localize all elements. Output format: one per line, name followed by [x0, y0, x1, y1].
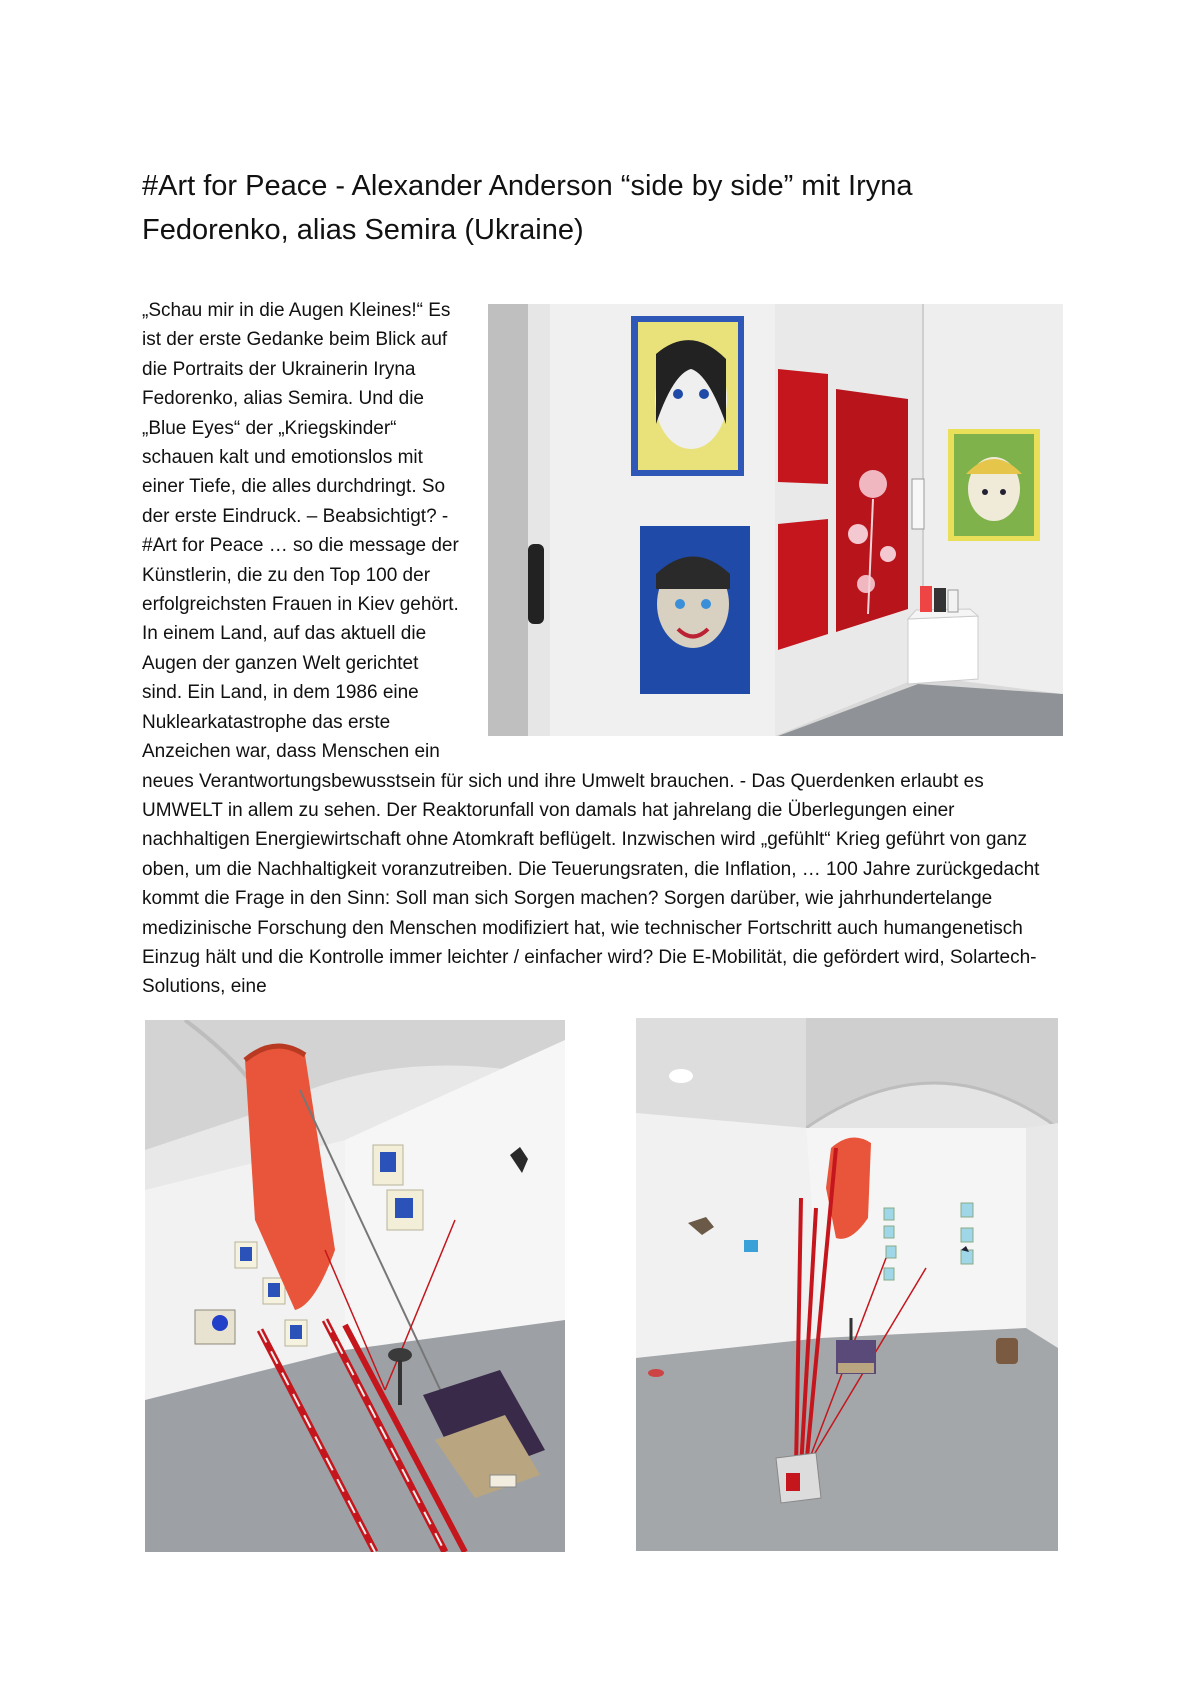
- article-body: [142, 296, 1060, 1002]
- installation-room-photo: [636, 1018, 1058, 1551]
- gallery-photo-portraits: [488, 304, 1063, 736]
- installation-closeup-photo: [145, 1020, 565, 1552]
- gallery-photo-installation-room: [636, 1018, 1058, 1551]
- article-paragraph: „Schau mir in die Augen Kleines!“ Es ist der erste Gedanke beim Blick auf die Portraits der Ukrainerin Iryna Fedorenko, alias Semira. Und die „Blue Eyes“ der „Kriegskinder“ schauen kalt und emotionslos mit einer Tiefe, die alles durchdringt. So der erste Eindruck. – Beabsichtigt? - #Art for Peace … so die message der Künstlerin, die zu den Top 100 der erfolgreichsten Frauen in Kiev gehört. In einem Land, auf das aktuell die Augen der ganzen Welt gerichtet sind. Ein Land, in dem 1986 eine Nuklearkatastrophe das erste Anzeichen war, dass Menschen ein neues Verantwortungsbewusstsein für sich und ihre Umwelt brauchen. - Das Querdenken erlaubt es UMWELT in allem zu sehen. Der Reaktorunfall von damals hat jahrelang die Überlegungen einer nachhaltigen Energiewirtschaft ohne Atomkraft beflügelt. Inzwischen wird „gefühlt“ Krieg geführt von ganz oben, um die Nachhaltigkeit voranzutreiben. Die Teuerungsraten, die Inflation, … 100 Jahre zurückgedacht kommt die Frage in den Sinn: Soll man sich Sorgen machen? Sorgen darüber, wie jahrhundertelange medizinische Forschung den Menschen modifiziert hat, wie technischer Fortschritt auch humangenetisch Einzug hält und die Kontrolle immer leichter / einfacher wird? Die E-Mobilität, die gefördert wird, Solartech-Solutions, eine: [142, 300, 1040, 998]
- gallery-photo-installation-closeup: [145, 1020, 565, 1552]
- page-title: #Art for Peace - Alexander Anderson “side by side” mit Iryna Fedorenko, alias Semira (Ukraine): [142, 170, 913, 246]
- exhibition-portraits-photo: [488, 304, 1063, 736]
